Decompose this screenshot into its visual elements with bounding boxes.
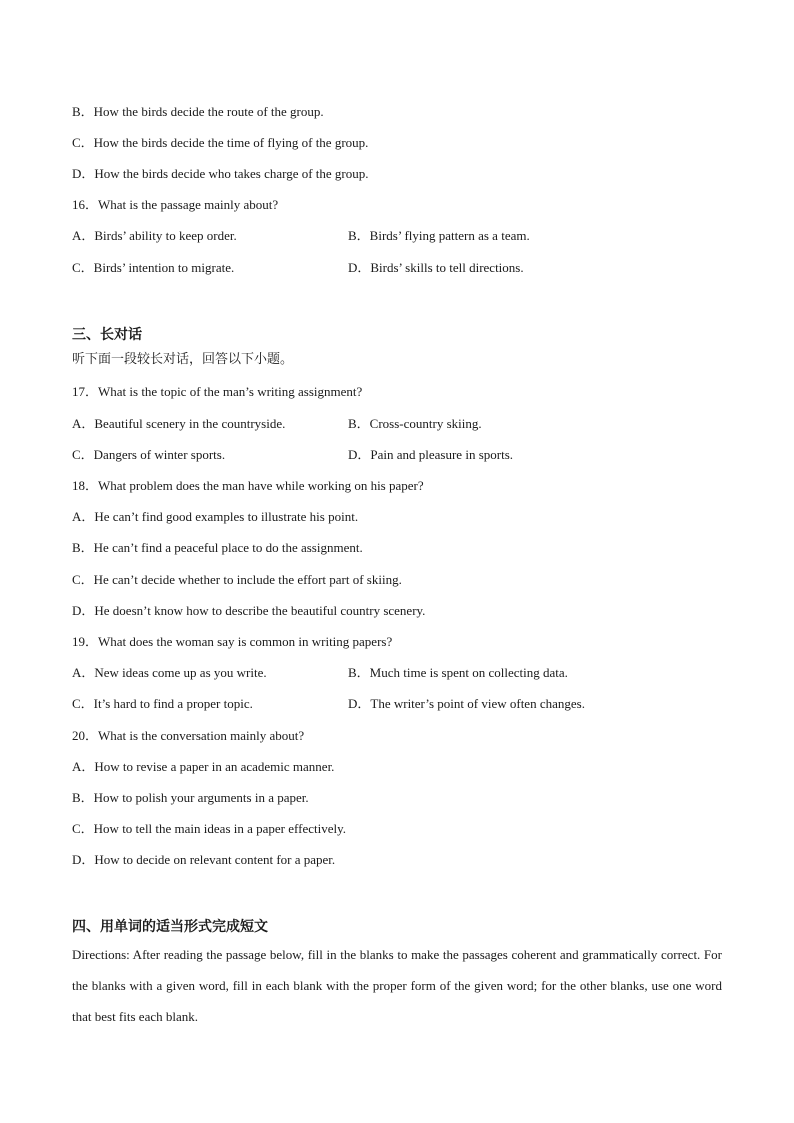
q18-question: 18．What problem does the man have while working on his paper? <box>72 478 424 493</box>
q16-option-a: A．Birds’ ability to keep order. <box>72 228 237 243</box>
section4-directions: Directions: After reading the passage below, fill in the blanks to make the passages coherent and grammatically correct. For the blanks with a given word, fill in each blank with the proper form of the given word; for the other blanks, use one word that best fits each blank. <box>72 947 722 1024</box>
q18-option-b: B．He can’t find a peaceful place to do the assignment. <box>72 540 363 555</box>
q18-option-d: D．He doesn’t know how to describe the beautiful country scenery. <box>72 603 426 618</box>
q17-question: 17．What is the topic of the man’s writing assignment? <box>72 384 363 399</box>
q16-option-d: D．Birds’ skills to tell directions. <box>348 260 524 275</box>
q16-option-b: B．Birds’ flying pattern as a team. <box>348 228 530 243</box>
q19-option-c: C．It’s hard to find a proper topic. <box>72 696 253 711</box>
q16-question: 16．What is the passage mainly about? <box>72 197 279 212</box>
q17-option-b: B．Cross-country skiing. <box>348 416 482 431</box>
section4-heading: 四、用单词的适当形式完成短文 <box>72 919 268 935</box>
q17-option-c: C．Dangers of winter sports. <box>72 447 226 462</box>
q18-option-c: C．He can’t decide whether to include the effort part of skiing. <box>72 572 402 587</box>
q20-question: 20．What is the conversation mainly about? <box>72 728 305 743</box>
q17-option-a: A．Beautiful scenery in the countryside. <box>72 416 286 431</box>
q15-option-c: C．How the birds decide the time of flying of the group. <box>72 135 369 150</box>
q20-option-d: D．How to decide on relevant content for a paper. <box>72 852 336 867</box>
q19-option-b: B．Much time is spent on collecting data. <box>348 665 568 680</box>
section3-heading: 三、长对话 <box>72 327 142 343</box>
q17-option-d: D．Pain and pleasure in sports. <box>348 447 514 462</box>
q15-option-d: D．How the birds decide who takes charge of the group. <box>72 166 369 181</box>
q18-option-a: A．He can’t find good examples to illustrate his point. <box>72 509 359 524</box>
q19-option-d: D．The writer’s point of view often changes. <box>348 696 585 711</box>
q16-option-c: C．Birds’ intention to migrate. <box>72 260 235 275</box>
q20-option-a: A．How to revise a paper in an academic manner. <box>72 759 335 774</box>
q20-option-c: C．How to tell the main ideas in a paper effectively. <box>72 821 346 836</box>
q19-option-a: A．New ideas come up as you write. <box>72 665 267 680</box>
q15-option-b: B．How the birds decide the route of the group. <box>72 104 324 119</box>
section3-instruction: 听下面一段较长对话，回答以下小题。 <box>72 352 294 367</box>
q19-question: 19．What does the woman say is common in writing papers? <box>72 634 393 649</box>
q20-option-b: B．How to polish your arguments in a paper. <box>72 790 309 805</box>
